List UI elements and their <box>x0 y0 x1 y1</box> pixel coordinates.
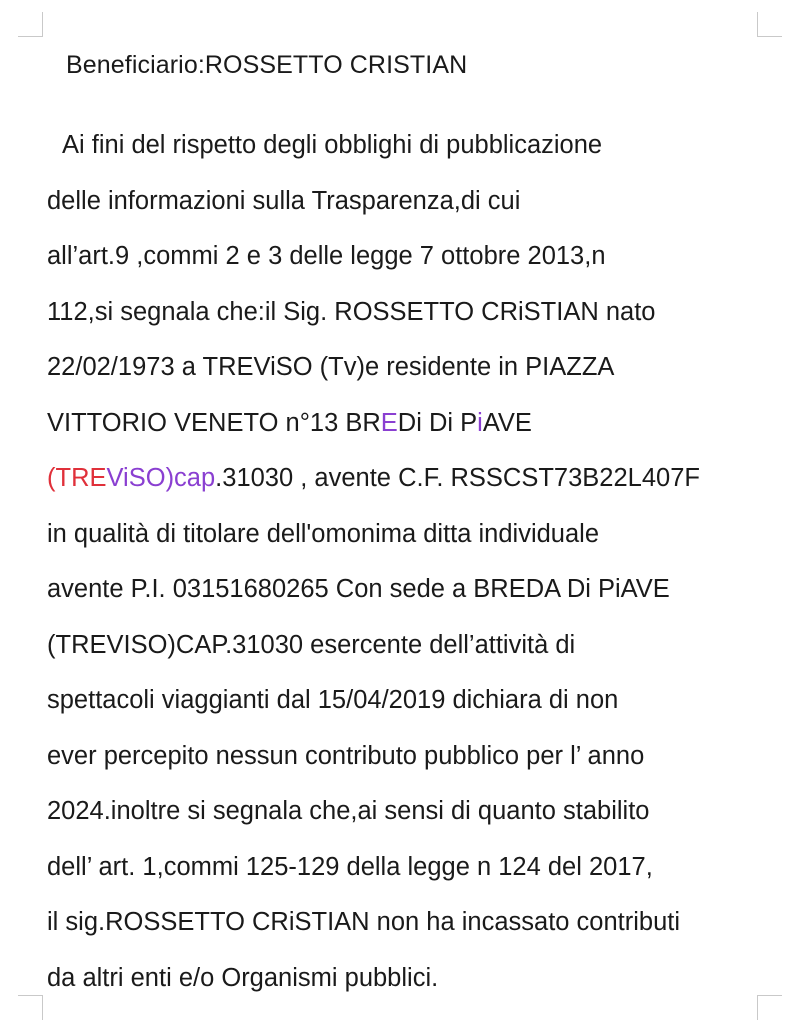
text-line-8: in qualità di titolare dell'omonima ditta individuale <box>47 519 600 548</box>
text-line-10: (TREVISO)CAP.31030 esercente dell’attività di <box>47 630 576 659</box>
text-line-5: 22/02/1973 a TREViSO (Tv)e residente in PIAZZA <box>47 353 615 381</box>
text-line-7-part-5: .31030 , avente C.F. RSSCST73B22L407F <box>215 464 700 492</box>
text-line-11: spettacoli viaggianti dal 15/04/2019 dichiara di non <box>47 686 619 714</box>
text-line-6-highlight-e: E <box>380 408 398 437</box>
text-line-7-highlight-cap: )cap <box>165 464 216 492</box>
text-line-14: dell’ art. 1,commi 125-129 della legge n 124 del 2017, <box>47 852 653 881</box>
text-line-12: ever percepito nessun contributo pubblico per l’ anno <box>47 741 645 770</box>
document-body <box>47 118 767 1006</box>
text-line-6-part-3: Di Di P <box>397 408 478 437</box>
text-line-7-open-paren: ( <box>47 464 56 492</box>
text-line-1: Ai fini del rispetto degli obblighi di pubblicazione <box>62 131 603 159</box>
text-line-6-highlight-i: i <box>477 408 483 437</box>
text-line-3: all’art.9 ,commi 2 e 3 delle legge 7 ottobre 2013,n <box>47 242 606 270</box>
text-line-6-part-5: AVE <box>482 408 532 437</box>
page-corner-mark-top-left <box>18 12 43 37</box>
beneficiary-header: Beneficiario:ROSSETTO CRISTIAN <box>66 51 468 79</box>
text-line-9: avente P.I. 03151680265 Con sede a BREDA Di PiAVE <box>47 575 670 603</box>
text-line-7 <box>47 451 767 507</box>
text-line-7-highlight-tre: TRE <box>55 464 107 492</box>
text-line-6-part-1: VITTORIO VENETO n°13 BR <box>47 408 381 437</box>
text-line-13: 2024.inoltre si segnala che,ai sensi di quanto stabilito <box>47 797 650 825</box>
text-line-15: il sig.ROSSETTO CRiSTIAN non ha incassato contributi <box>47 908 681 936</box>
text-line-2: delle informazioni sulla Trasparenza,di cui <box>47 186 521 215</box>
text-line-6 <box>47 396 767 452</box>
text-line-16: da altri enti e/o Organismi pubblici. <box>47 963 439 992</box>
text-line-4: 112,si segnala che:il Sig. ROSSETTO CRiSTIAN nato <box>47 297 656 326</box>
text-line-7-highlight-viso: ViSO <box>106 464 166 492</box>
page-corner-mark-bottom-left <box>18 995 43 1020</box>
page-corner-mark-top-right <box>757 12 782 37</box>
